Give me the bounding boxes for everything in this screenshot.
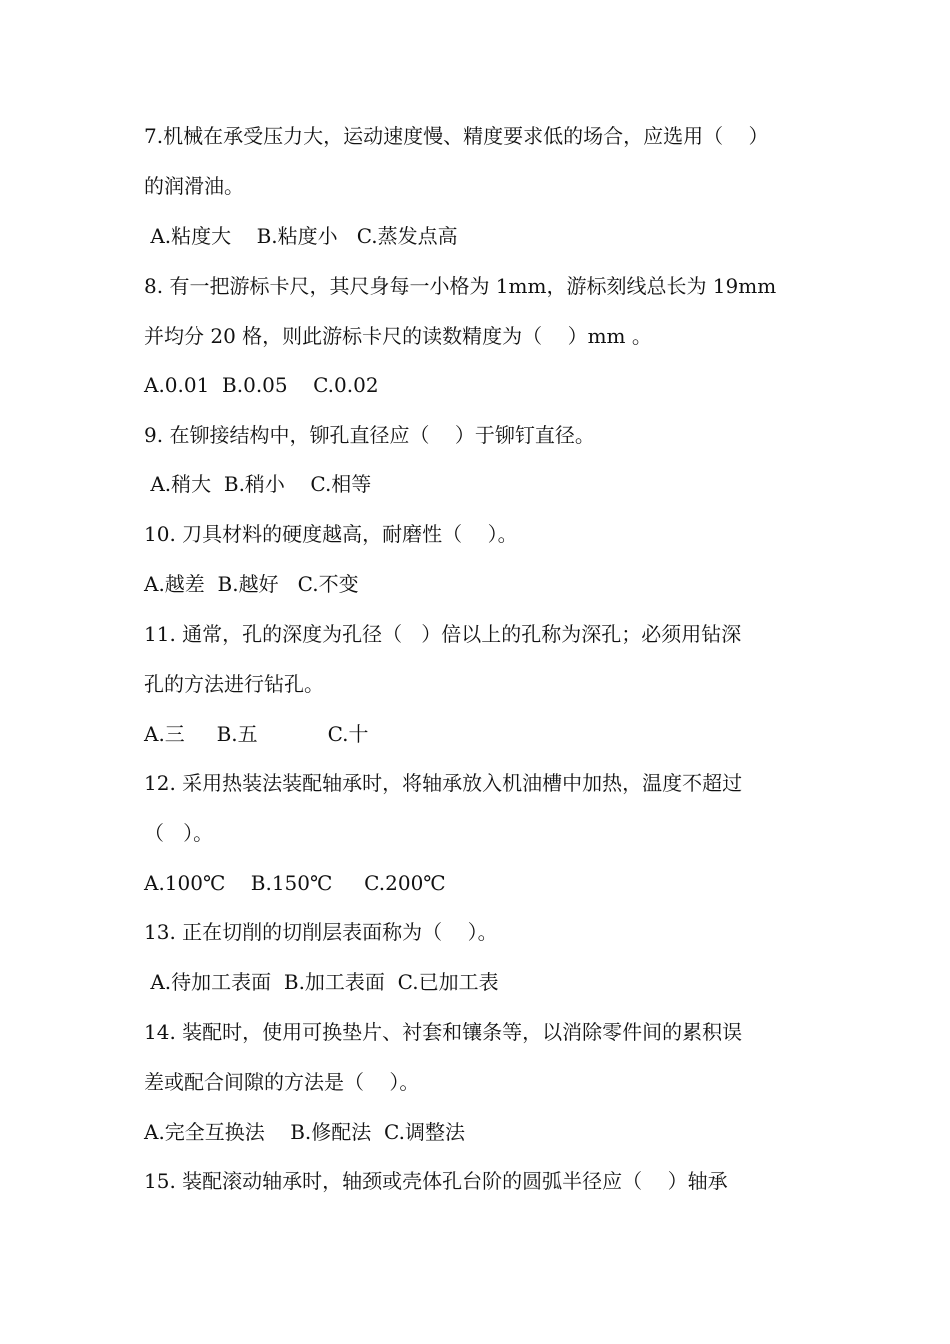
question-12-options: A.100℃ B.150℃ C.200℃: [144, 871, 446, 895]
question-12-line-2: （ ）。: [144, 821, 214, 845]
question-14-line-1: 14. 装配时，使用可换垫片、衬套和镶条等，以消除零件间的累积误: [144, 1020, 743, 1044]
question-8-line-1: 8. 有一把游标卡尺，其尺身每一小格为 1mm，游标刻线总长为 19mm: [144, 274, 777, 298]
question-13-line-1: 13. 正在切削的切削层表面称为（ ）。: [144, 920, 498, 944]
question-14-options: A.完全互换法 B.修配法 C.调整法: [144, 1120, 465, 1144]
question-11-line-2: 孔的方法进行钻孔。: [144, 672, 324, 696]
question-11-line-1: 11. 通常，孔的深度为孔径（ ）倍以上的孔称为深孔；必须用钻深: [144, 622, 742, 646]
question-14-line-2: 差或配合间隙的方法是（ ）。: [144, 1070, 420, 1094]
question-9-options: A.稍大 B.稍小 C.相等: [144, 472, 372, 496]
question-8-line-2: 并均分 20 格，则此游标卡尺的读数精度为（ ）mm 。: [144, 324, 652, 348]
question-7-line-2: 的润滑油。: [144, 174, 244, 198]
question-7-options: A.粘度大 B.粘度小 C.蒸发点高: [144, 224, 458, 248]
question-11-options: A.三 B.五 C.十: [144, 722, 369, 746]
question-10-line-1: 10. 刀具材料的硬度越高，耐磨性（ ）。: [144, 522, 518, 546]
question-9-line-1: 9. 在铆接结构中，铆孔直径应（ ）于铆钉直径。: [144, 423, 595, 447]
question-12-line-1: 12. 采用热装法装配轴承时，将轴承放入机油槽中加热，温度不超过: [144, 771, 743, 795]
question-10-options: A.越差 B.越好 C.不变: [144, 572, 359, 596]
question-15-line-1: 15. 装配滚动轴承时，轴颈或壳体孔台阶的圆弧半径应（ ）轴承: [144, 1169, 728, 1193]
question-8-options: A.0.01 B.0.05 C.0.02: [144, 373, 379, 397]
question-7-line-1: 7.机械在承受压力大，运动速度慢、精度要求低的场合，应选用（ ）: [144, 124, 769, 148]
question-13-options: A.待加工表面 B.加工表面 C.已加工表: [144, 970, 499, 994]
